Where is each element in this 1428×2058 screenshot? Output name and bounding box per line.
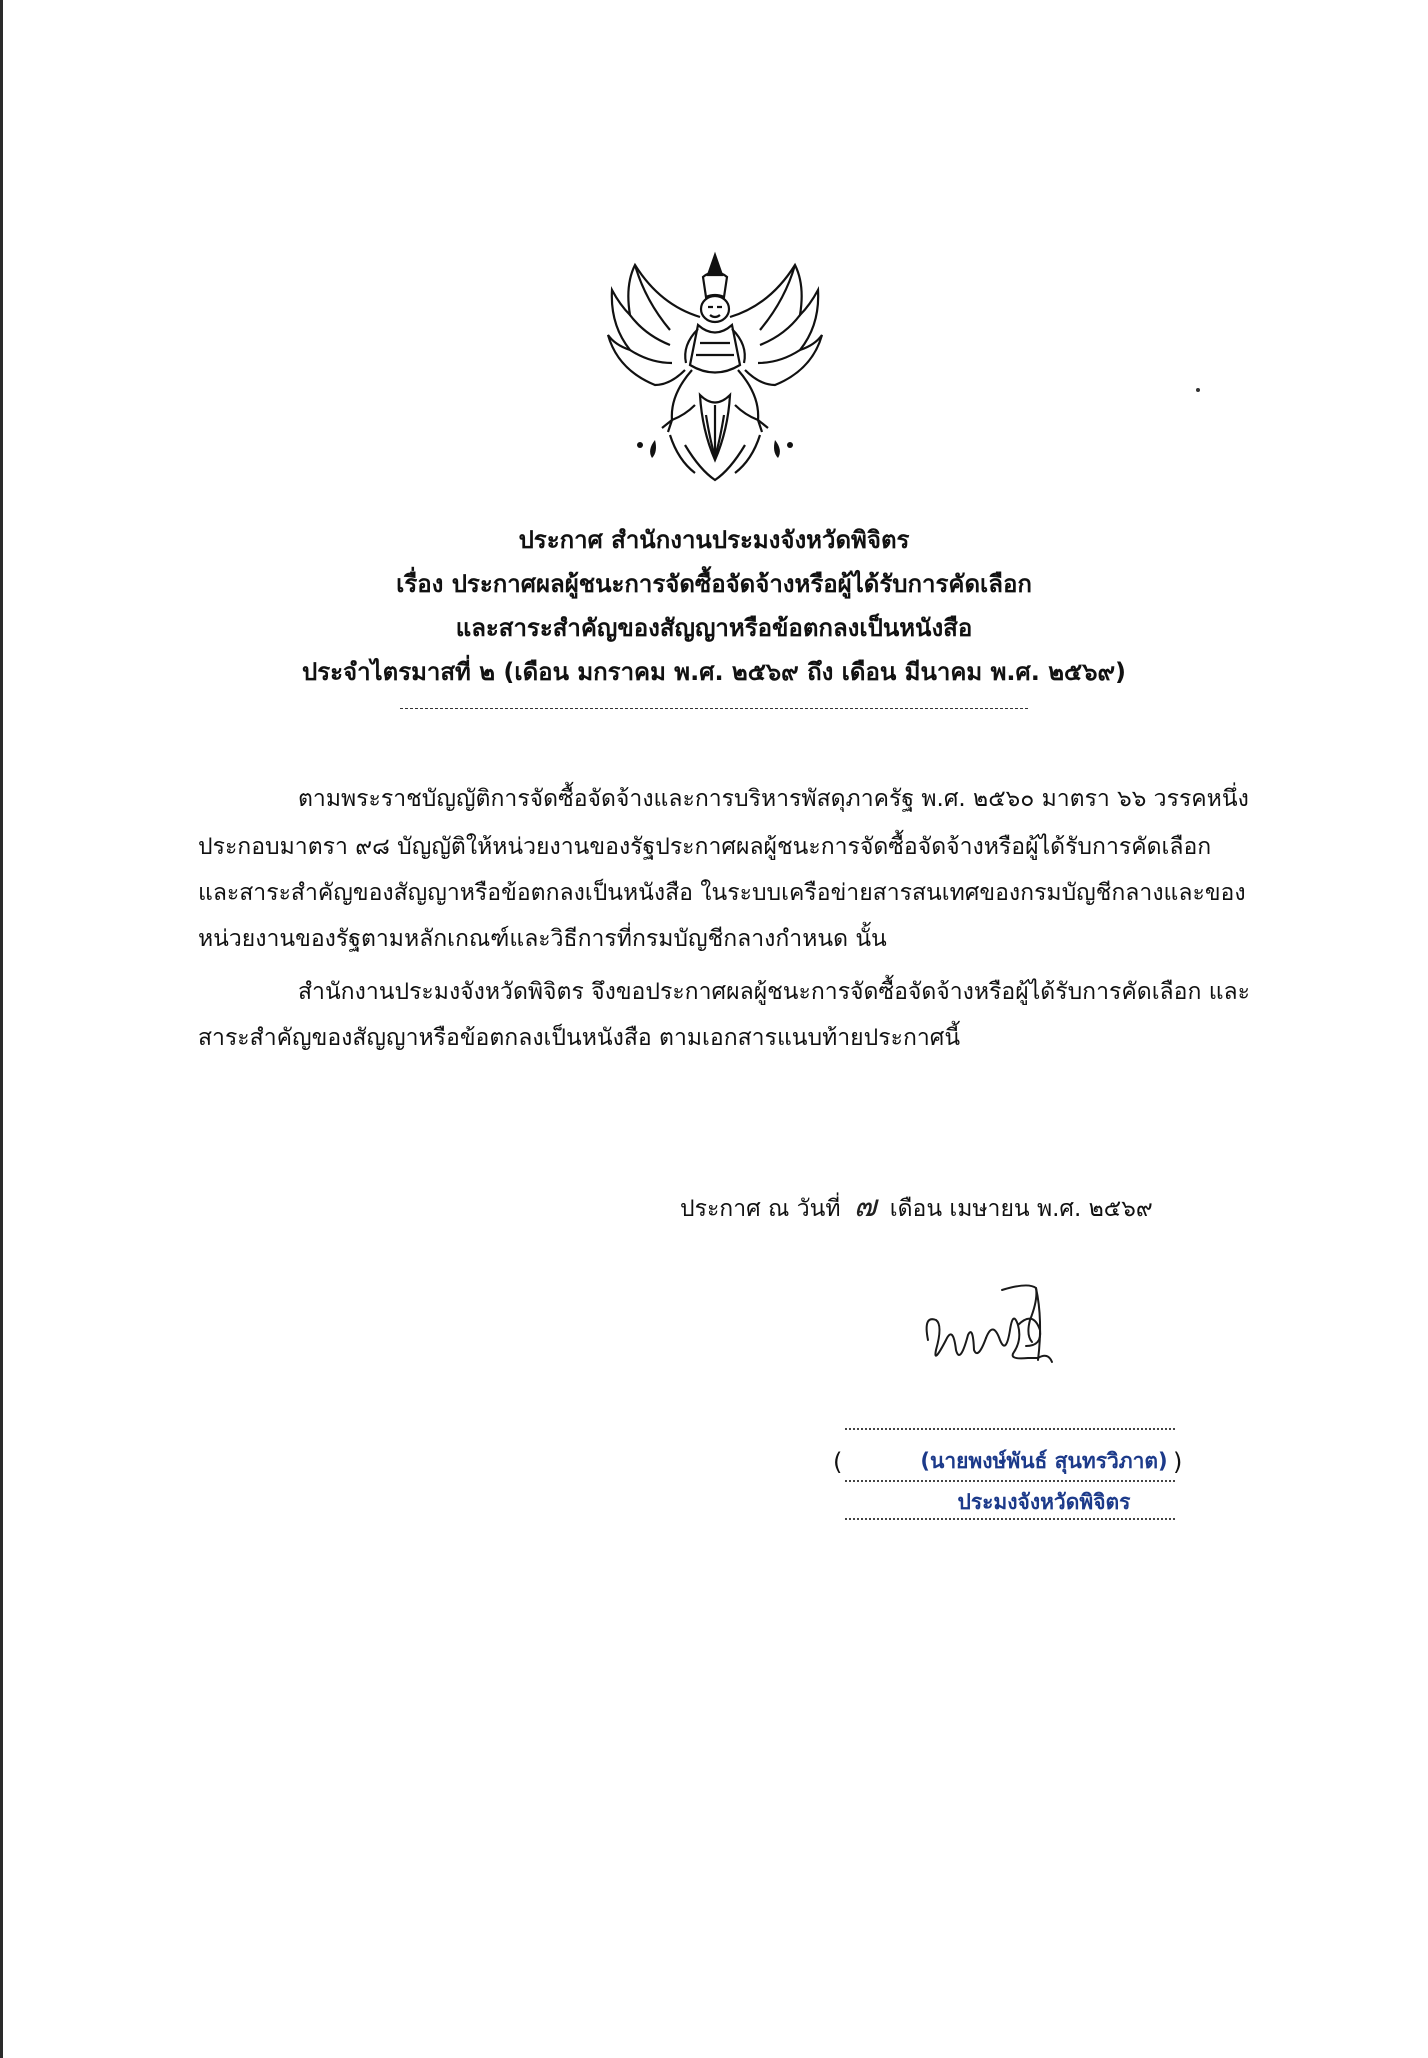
open-paren: ( — [833, 1448, 843, 1476]
paragraph-1-line-3: และสาระสำคัญของสัญญาหรือข้อตกลงเป็นหนังสือ ในระบบเครือข่ายสารสนเทศของกรมบัญชีกลางและของ — [198, 880, 1246, 906]
signature-dotted-line — [845, 1428, 1175, 1430]
title-dotted-line — [845, 1518, 1175, 1520]
scan-speck — [1196, 388, 1200, 392]
signer-name: (นายพงษ์พันธ์ สุนทรวิภาต) — [920, 1449, 1168, 1473]
paragraph-2-line-2: สาระสำคัญของสัญญาหรือข้อตกลงเป็นหนังสือ ตามเอกสารแนบท้ายประกาศนี้ — [198, 1025, 961, 1051]
quarter-period: ประจำไตรมาสที่ ๒ (เดือน มกราคม พ.ศ. ๒๕๖๙ ถึง เดือน มีนาคม พ.ศ. ๒๕๖๙) — [302, 658, 1126, 686]
subject-line: เรื่อง ประกาศผลผู้ชนะการจัดซื้อจัดจ้างหรือผู้ได้รับการคัดเลือก — [396, 570, 1032, 598]
garuda-emblem-icon — [600, 245, 830, 490]
scan-edge — [0, 0, 3, 2058]
close-paren: ) — [1173, 1448, 1183, 1476]
paragraph-1-line-4: หน่วยงานของรัฐตามหลักเกณฑ์และวิธีการที่กรมบัญชีกลางกำหนด นั้น — [198, 926, 887, 952]
date-prefix: ประกาศ ณ วันที่ — [680, 1196, 841, 1222]
announcement-date — [680, 1190, 1153, 1226]
paragraph-1-line-1: ตามพระราชบัญญัติการจัดซื้อจัดจ้างและการบริหารพัสดุภาครัฐ พ.ศ. ๒๕๖๐ มาตรา ๖๖ วรรคหนึ่ง — [298, 786, 1249, 812]
handwritten-signature — [918, 1280, 1068, 1400]
name-dotted-line — [845, 1480, 1175, 1482]
subject-line-continued: และสาระสำคัญของสัญญาหรือข้อตกลงเป็นหนังสือ — [455, 614, 973, 642]
signer-title: ประมงจังหวัดพิจิตร — [957, 1490, 1131, 1514]
announcement-title: ประกาศ สำนักงานประมงจังหวัดพิจิตร — [518, 526, 910, 554]
date-day-handwritten: ๗ — [853, 1189, 877, 1224]
date-month-year: เดือน เมษายน พ.ศ. ๒๕๖๙ — [889, 1196, 1153, 1222]
paragraph-2-line-1: สำนักงานประมงจังหวัดพิจิตร จึงขอประกาศผลผู้ชนะการจัดซื้อจัดจ้างหรือผู้ได้รับการคัดเลือก และ — [298, 979, 1250, 1005]
paragraph-1-line-2: ประกอบมาตรา ๙๘ บัญญัติให้หน่วยงานของรัฐประกาศผลผู้ชนะการจัดซื้อจัดจ้างหรือผู้ได้รับการคัดเลือก — [198, 834, 1212, 860]
separator-dashed-line — [400, 708, 1028, 709]
